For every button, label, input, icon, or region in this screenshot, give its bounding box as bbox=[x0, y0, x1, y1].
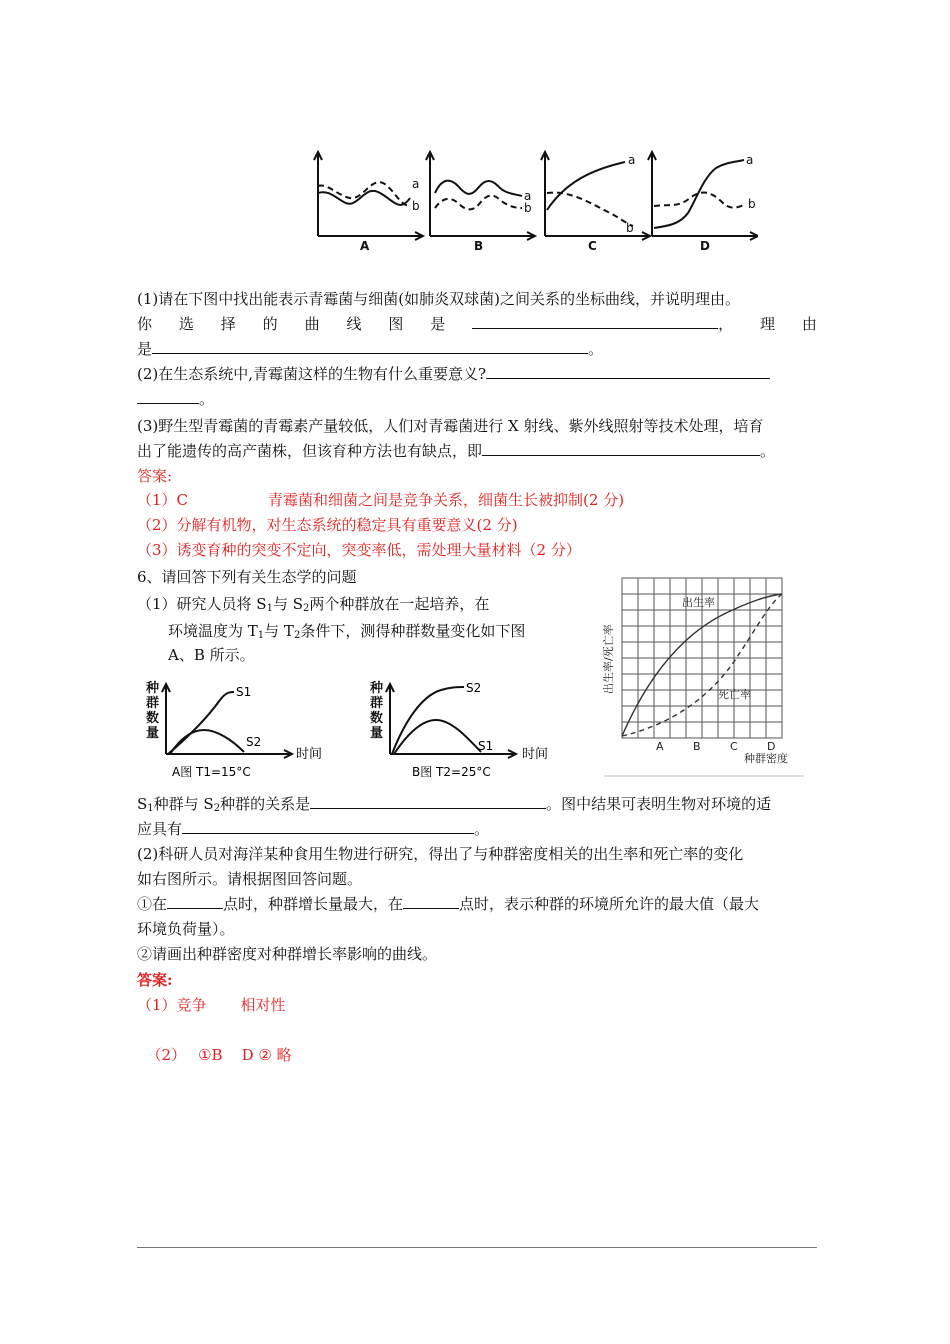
word: 图 bbox=[388, 315, 404, 333]
series-label-s1: S1 bbox=[236, 685, 252, 699]
chart-caption: B图 T2=25°C bbox=[412, 765, 491, 779]
answer-blank-curve[interactable] bbox=[472, 312, 718, 329]
text: 。图中结果可表明生物对环境的适 bbox=[546, 795, 772, 813]
comma: ， bbox=[718, 315, 734, 333]
q5-part1-line2 bbox=[137, 312, 817, 337]
q5-part2-line1 bbox=[137, 362, 817, 387]
xlabel: 种群密度 bbox=[744, 752, 788, 765]
answer-text: 分解有机物，对生态系统的稳定具有重要意义(2 分) bbox=[176, 516, 518, 534]
text: 与 T bbox=[264, 622, 294, 640]
top-figure-abcd bbox=[308, 148, 758, 256]
answer-blank-adaptation[interactable] bbox=[182, 817, 474, 834]
q5-answer-1 bbox=[137, 488, 817, 513]
answer-blank-reason[interactable] bbox=[152, 337, 588, 354]
panel-c-label-b: b bbox=[626, 221, 634, 235]
answer-blank-significance[interactable] bbox=[486, 362, 770, 379]
q6-part2-q1-line1 bbox=[137, 892, 817, 917]
q5-answer-2 bbox=[137, 513, 817, 538]
q6-part2-line2: 如右图所示。请根据图回答问题。 bbox=[137, 870, 363, 888]
panel-c-label-a: a bbox=[628, 153, 636, 167]
text: 两个种群放在一起培养，在 bbox=[309, 595, 490, 613]
q6-part2-q2: ②请画出种群密度对种群增长率影响的曲线。 bbox=[137, 945, 438, 963]
chart-b-population bbox=[366, 678, 556, 782]
text: 。 bbox=[199, 390, 215, 408]
answer-num: （1）C bbox=[137, 491, 189, 509]
panel-b-label-a: a bbox=[524, 189, 532, 203]
ylabel-char: 量 bbox=[146, 726, 160, 741]
q6-answer-2 bbox=[137, 1018, 817, 1068]
text: 与 S bbox=[272, 595, 304, 613]
ylabel-char: 群 bbox=[370, 696, 384, 711]
text: 环境温度为 T bbox=[168, 622, 258, 640]
text: 种群与 S bbox=[153, 795, 214, 813]
panel-d-label-b: b bbox=[748, 197, 756, 211]
panel-c-caption: C bbox=[588, 239, 597, 253]
xtick: D bbox=[767, 740, 776, 753]
word: 由 bbox=[801, 315, 817, 333]
series-label-s1: S1 bbox=[478, 739, 494, 753]
q6-relation-line2 bbox=[137, 817, 817, 842]
answer-text: 青霉菌和细菌之间是竞争关系，细菌生长被抑制(2 分) bbox=[268, 491, 625, 509]
answer-num: （1）竞争 bbox=[137, 996, 207, 1014]
panel-d bbox=[648, 152, 758, 240]
answer-num: （2） bbox=[137, 516, 177, 534]
answer-blank-drawback[interactable] bbox=[482, 439, 760, 456]
text: 。 bbox=[474, 820, 490, 838]
subscript: 1 bbox=[147, 803, 154, 814]
ylabel-char: 数 bbox=[370, 711, 384, 726]
q5-answer-label: 答案: bbox=[137, 467, 173, 485]
answer-blank-max-growth[interactable] bbox=[167, 892, 223, 909]
word: 的 bbox=[262, 315, 278, 333]
q5-answer-3 bbox=[137, 538, 817, 563]
birth-rate-label: 出生率 bbox=[682, 596, 715, 609]
q5-part1-line1: (1)请在下图中找出能表示青霉菌与细菌(如肺炎双球菌)之间关系的坐标曲线，并说明理由。 bbox=[137, 290, 740, 308]
xtick: A bbox=[656, 740, 664, 753]
text: （1）研究人员将 S bbox=[137, 595, 267, 613]
q5-part2-line2 bbox=[137, 387, 817, 412]
text: 点时，表示种群的环境所允许的最大值（最大 bbox=[459, 895, 760, 913]
ylabel-char: 群 bbox=[146, 696, 160, 711]
panel-a-label-b: b bbox=[412, 199, 420, 213]
text: 点时，种群增长量最大，在 bbox=[223, 895, 404, 913]
subscript: 1 bbox=[266, 603, 273, 614]
panel-d-caption: D bbox=[700, 239, 710, 253]
chart-a-population bbox=[142, 678, 332, 782]
footer-rule bbox=[137, 1247, 817, 1248]
q6-part1-line3: A、B 所示。 bbox=[168, 646, 255, 664]
ylabel: 出生率/死亡率 bbox=[602, 624, 615, 694]
q6-part1-line1 bbox=[137, 592, 567, 621]
q6-part2-line1: (2)科研人员对海洋某种食用生物进行研究，得出了与种群密度相关的出生率和死亡率的变化 bbox=[137, 845, 744, 863]
q6-title: 6、请回答下列有关生态学的问题 bbox=[137, 568, 357, 586]
q5-part3-line2 bbox=[137, 439, 817, 464]
xlabel: 时间 bbox=[296, 747, 323, 762]
answer-text: 相对性 bbox=[240, 996, 286, 1014]
xtick: C bbox=[730, 740, 738, 753]
text: 种群的关系是 bbox=[220, 795, 311, 813]
q6-answer-1 bbox=[137, 993, 817, 1018]
ylabel-char: 量 bbox=[370, 726, 384, 741]
panel-a bbox=[314, 152, 423, 240]
word: 你 bbox=[137, 315, 153, 333]
word: 理 bbox=[760, 315, 776, 333]
panel-d-label-a: a bbox=[746, 153, 754, 167]
text: ①在 bbox=[137, 895, 168, 913]
death-rate-label: 死亡率 bbox=[718, 688, 751, 701]
q5-part1-line3 bbox=[137, 337, 817, 362]
word: 择 bbox=[220, 315, 236, 333]
answer-text: 诱变育种的突变不定向，突变率低，需处理大量材料（2 分） bbox=[176, 541, 581, 559]
text: 应具有 bbox=[137, 820, 183, 838]
answer-text: ①B D ② 略 bbox=[198, 1046, 292, 1064]
text: 出了能遗传的高产菌株，但该育种方法也有缺点，即 bbox=[137, 442, 483, 460]
text: 。 bbox=[588, 340, 604, 358]
q5-part3-line1: (3)野生型青霉菌的青霉素产量较低，人们对青霉菌进行 X 射线、紫外线照射等技术处理，培育 bbox=[137, 417, 764, 435]
xlabel: 时间 bbox=[522, 747, 549, 762]
panel-b-label-b: b bbox=[524, 201, 532, 215]
subscript: 2 bbox=[303, 603, 310, 614]
birth-death-rate-chart bbox=[594, 574, 812, 780]
word: 线 bbox=[346, 315, 362, 333]
answer-num: （3） bbox=[137, 541, 177, 559]
series-label-s2: S2 bbox=[246, 735, 262, 749]
q6-answer-label: 答案: bbox=[137, 971, 173, 989]
answer-blank-significance-cont[interactable] bbox=[137, 387, 199, 404]
ylabel-char: 种 bbox=[370, 681, 384, 696]
panel-b bbox=[426, 152, 535, 240]
series-label-s2: S2 bbox=[466, 681, 482, 695]
word: 是 bbox=[430, 315, 446, 333]
text: 。 bbox=[760, 442, 776, 460]
xtick: B bbox=[693, 740, 701, 753]
text: S bbox=[137, 795, 148, 813]
subscript: 2 bbox=[213, 803, 221, 814]
answer-blank-relation[interactable] bbox=[310, 792, 546, 809]
word: 选 bbox=[178, 315, 194, 333]
ylabel-char: 种 bbox=[146, 681, 160, 696]
chart-caption: A图 T1=15°C bbox=[172, 765, 251, 779]
word: 曲 bbox=[304, 315, 320, 333]
q6-part2-q1-line2: 环境负荷量）。 bbox=[137, 920, 235, 938]
panel-a-label-a: a bbox=[412, 177, 420, 191]
text: 是 bbox=[137, 340, 153, 358]
panel-b-caption: B bbox=[474, 239, 484, 253]
ylabel-char: 数 bbox=[146, 711, 160, 726]
subscript: 1 bbox=[257, 630, 265, 641]
answer-num: （2） bbox=[146, 1046, 187, 1064]
subscript: 2 bbox=[293, 630, 301, 641]
text: 条件下，测得种群数量变化如下图 bbox=[300, 622, 526, 640]
panel-a-caption: A bbox=[360, 239, 370, 253]
answer-blank-carrying-capacity[interactable] bbox=[403, 892, 459, 909]
text: (2)在生态系统中,青霉菌这样的生物有什么重要意义? bbox=[137, 365, 487, 383]
